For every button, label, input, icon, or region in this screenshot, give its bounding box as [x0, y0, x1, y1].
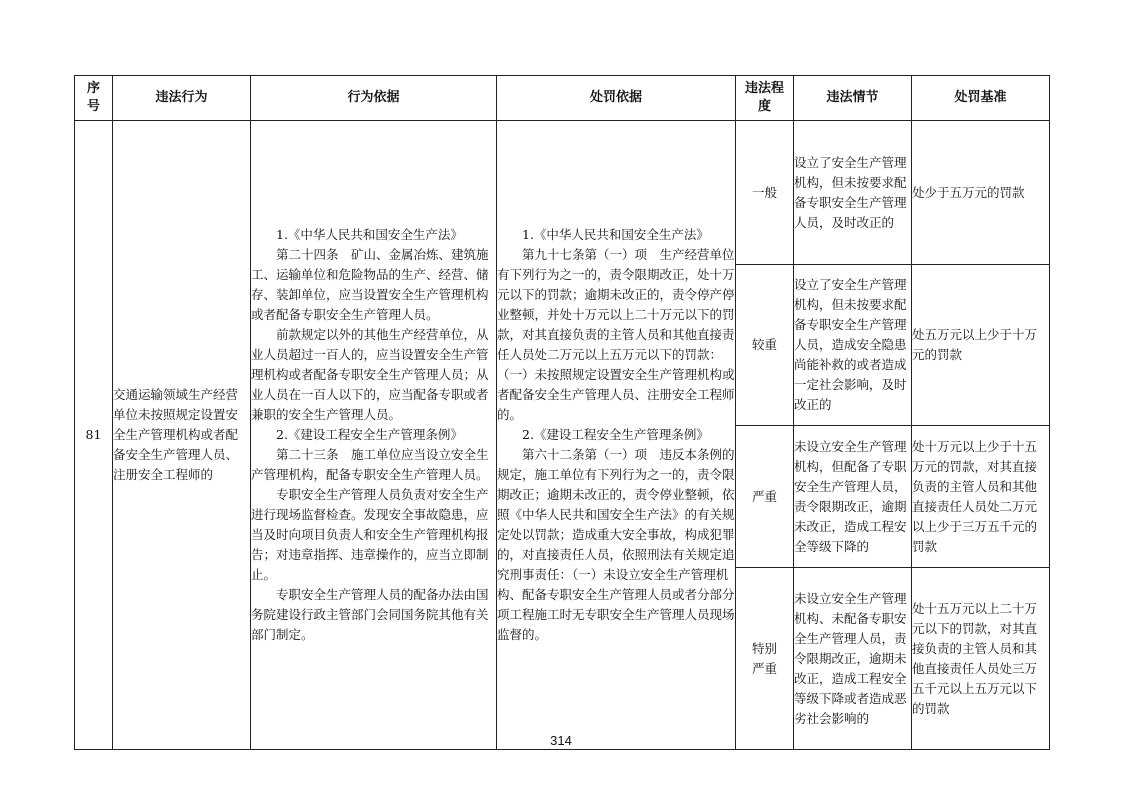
- standard-severe: 处十万元以上少于十五万元的罚款，对其直接负责的主管人员和其他直接责任人员处二万元以上少于三万五千元的罚款: [912, 426, 1050, 568]
- behavior-basis-paragraph: 前款规定以外的其他生产经营单位，从业人员超过一百人的，应当设置安全生产管理机构或者配备专职安全生产管理人员；从业人员在一百人以下的，应当配备专职或者兼职的安全生产管理人员。: [251, 327, 489, 422]
- header-behavior-basis: 行为依据: [251, 76, 497, 121]
- behavior-basis-law-title-2: 2.《建设工程安全生产管理条例》: [276, 427, 463, 442]
- penalty-basis-paragraph: 第六十二条第（一）项 违反本条例的规定，施工单位有下列行为之一的，责令限期改正；逾期未改正的，责令停业整顿，依照《中华人民共和国安全生产法》的有关规定处以罚款；造成重大安全事故，构成犯罪的，对直接责任人员，依照刑法有关规定追究刑事责任：（一）未设立安全生产管理机构、配备专职安全生产管理人员或者分部分项工程施工时无专职安全生产管理人员现场监督的。: [497, 447, 735, 642]
- header-seq: 序号: [75, 76, 113, 121]
- violation-cell: 交通运输领域生产经营单位未按照规定设置安全生产管理机构或者配备安全生产管理人员、注册安全工程师的: [113, 121, 251, 750]
- penalty-basis-cell: [497, 121, 736, 750]
- header-penalty-basis: 处罚依据: [497, 76, 736, 121]
- degree-serious: 较重: [736, 265, 794, 426]
- circumstance-especially-severe: 未设立安全生产管理机构、未配备专职安全生产管理人员，责令限期改正，逾期未改正，造成工程安全等级下降或者造成恶劣社会影响的: [794, 568, 912, 750]
- behavior-basis-paragraph: 专职安全生产管理人员的配备办法由国务院建设行政主管部门会同国务院其他有关部门制定。: [251, 587, 489, 642]
- penalty-basis-law-title-2: 2.《建设工程安全生产管理条例》: [522, 427, 709, 442]
- header-violation: 违法行为: [113, 76, 251, 121]
- degree-severe: 严重: [736, 426, 794, 568]
- degree-general: 一般: [736, 121, 794, 265]
- header-degree: 违法程度: [736, 76, 794, 121]
- standard-especially-severe: 处十五万元以上二十万元以下的罚款，对其直接负责的主管人员和其他直接责任人员处三万五千元以上五万元以下的罚款: [912, 568, 1050, 750]
- degree-especially-severe: 特别严重: [736, 568, 794, 750]
- penalty-basis-law-title-1: 1.《中华人民共和国安全生产法》: [522, 227, 709, 242]
- page-number: 314: [550, 733, 572, 748]
- penalty-standard-table: [74, 75, 1050, 750]
- behavior-basis-cell: [251, 121, 497, 750]
- standard-general: 处少于五万元的罚款: [912, 121, 1050, 265]
- standard-serious: 处五万元以上少于十万元的罚款: [912, 265, 1050, 426]
- row-seq: 81: [75, 121, 113, 750]
- behavior-basis-paragraph: 第二十四条 矿山、金属冶炼、建筑施工、运输单位和危险物品的生产、经营、储存、装卸单位，应当设置安全生产管理机构或者配备专职安全生产管理人员。: [251, 247, 489, 322]
- header-row: [75, 76, 1050, 121]
- behavior-basis-paragraph: 第二十三条 施工单位应当设立安全生产管理机构，配备专职安全生产管理人员。: [251, 447, 489, 482]
- circumstance-severe: 未设立安全生产管理机构，但配备了专职安全生产管理人员，责令限期改正，逾期未改正，造成工程安全等级下降的: [794, 426, 912, 568]
- header-circumstance: 违法情节: [794, 76, 912, 121]
- circumstance-general: 设立了安全生产管理机构，但未按要求配备专职安全生产管理人员，及时改正的: [794, 121, 912, 265]
- circumstance-serious: 设立了安全生产管理机构，但未按要求配备专职安全生产管理人员，造成安全隐患尚能补救的或者造成一定社会影响，及时改正的: [794, 265, 912, 426]
- table-row: [75, 121, 1050, 265]
- behavior-basis-law-title-1: 1.《中华人民共和国安全生产法》: [276, 227, 463, 242]
- penalty-basis-paragraph: 第九十七条第（一）项 生产经营单位有下列行为之一的，责令限期改正，处十万元以下的罚款；逾期未改正的，责令停产停业整顿，并处十万元以上二十万元以下的罚款，对其直接负责的主管人员和其他直接责任人员处二万元以上五万元以下的罚款：（一）未按照规定设置安全生产管理机构或者配备安全生产管理人员、注册安全工程师的。: [497, 247, 735, 422]
- behavior-basis-paragraph: 专职安全生产管理人员负责对安全生产进行现场监督检查。发现安全事故隐患，应当及时向项目负责人和安全生产管理机构报告；对违章指挥、违章操作的，应当立即制止。: [251, 487, 489, 582]
- header-standard: 处罚基准: [912, 76, 1050, 121]
